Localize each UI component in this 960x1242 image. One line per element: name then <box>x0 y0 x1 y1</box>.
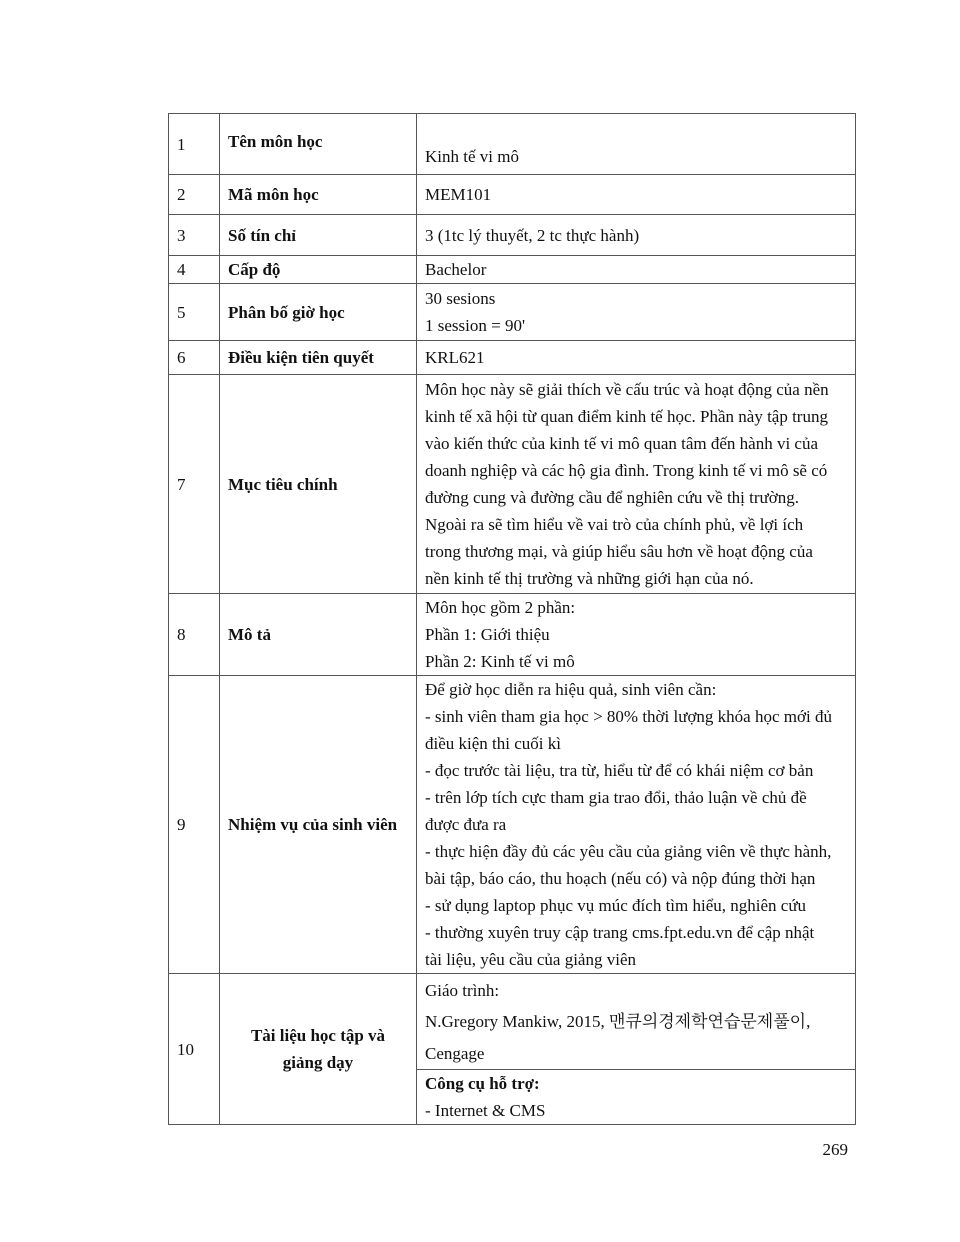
text-line: - trên lớp tích cực tham gia trao đổi, thảo luận về chủ đề <box>425 788 807 807</box>
table-row <box>169 974 856 1070</box>
text-line: điều kiện thi cuối kì <box>425 734 561 753</box>
text-line: Phần 2: Kinh tế vi mô <box>425 652 575 671</box>
level-value: Bachelor <box>417 256 856 284</box>
row-number: 2 <box>169 175 220 215</box>
description-value <box>417 594 856 676</box>
text-line: nền kinh tế thị trường và những giới hạn của nó. <box>425 569 754 588</box>
row-number: 1 <box>169 114 220 175</box>
text-line: Cengage <box>425 1043 485 1063</box>
row-number: 3 <box>169 215 220 256</box>
text-line: Để giờ học diễn ra hiệu quả, sinh viên cần: <box>425 680 717 699</box>
text-line: Ngoài ra sẽ tìm hiểu về vai trò của chính phủ, về lợi ích <box>425 515 804 534</box>
credits-value: 3 (1tc lý thuyết, 2 tc thực hành) <box>417 215 856 256</box>
page-number: 269 <box>822 1140 848 1159</box>
text-line: trong thương mại, và giúp hiểu sâu hơn về hoạt động của <box>425 542 813 561</box>
text-line: 30 sesions <box>425 289 496 308</box>
text-line: vào kiến thức của kinh tế vi mô quan tâm đến hành vi của <box>425 434 819 453</box>
row-label: Tài liệu học tập và giảng dạy <box>220 974 417 1125</box>
hours-value <box>417 284 856 341</box>
row-label: Điều kiện tiên quyết <box>220 341 417 375</box>
student-duties-value <box>417 676 856 974</box>
text-line: - sử dụng laptop phục vụ múc đích tìm hiểu, nghiên cứu <box>425 896 807 915</box>
prerequisite-value: KRL621 <box>417 341 856 375</box>
row-label: Mục tiêu chính <box>220 375 417 594</box>
text-line: tài liệu, yêu cầu của giảng viên <box>425 950 636 969</box>
row-number: 6 <box>169 341 220 375</box>
text-line: - sinh viên tham gia học > 80% thời lượng khóa học mới đủ <box>425 707 832 726</box>
table-row <box>169 375 856 594</box>
row-label: Mã môn học <box>220 175 417 215</box>
objectives-value <box>417 375 856 594</box>
row-label: Số tín chỉ <box>220 215 417 256</box>
table-row <box>169 215 856 256</box>
row-label: Nhiệm vụ của sinh viên <box>220 676 417 974</box>
text-line: được đưa ra <box>425 815 507 834</box>
text-line: Môn học này sẽ giải thích về cấu trúc và hoạt động của nền <box>425 380 829 399</box>
text-line: 1 session = 90' <box>425 316 526 335</box>
text-line: - thực hiện đầy đủ các yêu cầu của giảng viên về thực hành, <box>425 842 832 861</box>
row-number: 10 <box>169 974 220 1125</box>
row-number: 7 <box>169 375 220 594</box>
text-line <box>425 1004 849 1040</box>
course-name-value: Kinh tế vi mô <box>417 114 856 175</box>
table-row <box>169 341 856 375</box>
syllabus-table <box>168 113 856 1125</box>
text-line: kinh tế xã hội từ quan điểm kinh tế học. Phần này tập trung <box>425 407 828 426</box>
row-number: 9 <box>169 676 220 974</box>
text-line: Phần 1: Giới thiệu <box>425 625 550 644</box>
text-line: - đọc trước tài liệu, tra từ, hiểu từ để có khái niệm cơ bản <box>425 761 814 780</box>
tools-heading: Công cụ hỗ trợ: <box>425 1074 540 1093</box>
text-line: doanh nghiệp và các hộ gia đình. Trong kinh tế vi mô sẽ có <box>425 461 828 480</box>
table-row <box>169 256 856 284</box>
row-label: Mô tả <box>220 594 417 676</box>
row-number: 8 <box>169 594 220 676</box>
table-row <box>169 676 856 974</box>
course-code-value: MEM101 <box>417 175 856 215</box>
text-line: - thường xuyên truy cập trang cms.fpt.edu.vn để cập nhật <box>425 923 815 942</box>
textbook-value <box>417 974 856 1070</box>
text-line: Môn học gồm 2 phần: <box>425 598 576 617</box>
tools-value <box>417 1070 856 1125</box>
table-row <box>169 175 856 215</box>
row-number: 4 <box>169 256 220 284</box>
row-number: 5 <box>169 284 220 341</box>
textbook-korean-title: 맨큐의경제학연습문제풀이 <box>608 1011 807 1032</box>
textbook-author: N.Gregory Mankiw, 2015, <box>425 1011 609 1031</box>
text-line: đường cung và đường cầu để nghiên cứu về thị trường. <box>425 488 799 507</box>
text-line: - Internet & CMS <box>425 1101 546 1120</box>
table-row <box>169 114 856 175</box>
row-label: Cấp độ <box>220 256 417 284</box>
table-row <box>169 594 856 676</box>
text-line: bài tập, báo cáo, thu hoạch (nếu có) và nộp đúng thời hạn <box>425 869 816 888</box>
textbook-comma: , <box>806 1011 811 1031</box>
row-label: Tên môn học <box>220 114 417 175</box>
text-line: Giáo trình: <box>425 980 500 1000</box>
row-label: Phân bố giờ học <box>220 284 417 341</box>
table-row <box>169 284 856 341</box>
